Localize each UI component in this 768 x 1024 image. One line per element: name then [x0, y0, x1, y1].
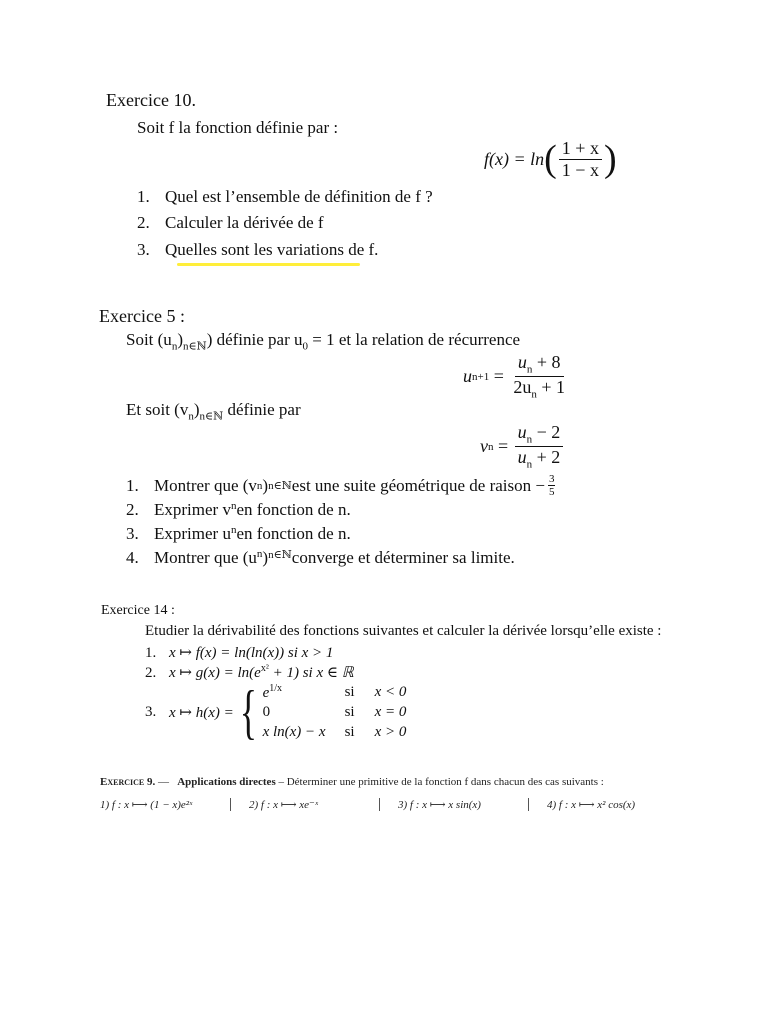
case-cond: si	[344, 683, 355, 700]
intro-part: ) définie par u	[206, 330, 303, 349]
item-text: x ↦ g(x) = ln(e	[169, 665, 261, 681]
ex14-intro: Etudier la dérivabilité des fonctions suivantes et calculer la dérivée lorsqu’elle existe :	[145, 623, 662, 639]
item-text: Exprimer v	[154, 500, 231, 519]
den-a: 2u	[513, 377, 532, 398]
left-brace: {	[239, 679, 257, 745]
case-cond: si	[344, 723, 355, 740]
item-number: 2.	[145, 665, 157, 681]
sub: n	[526, 363, 533, 376]
fraction-den	[515, 447, 564, 471]
ex9-items	[100, 798, 660, 811]
item-number: 1.	[126, 475, 139, 495]
item-number: 3.	[126, 524, 139, 543]
sub: n	[230, 524, 237, 536]
item-text: converge et déterminer sa limite.	[291, 548, 515, 567]
sub: n	[230, 500, 237, 512]
case-expr: 0	[262, 703, 271, 720]
ex10-fraction	[559, 138, 602, 180]
u: u	[517, 447, 527, 468]
item-text: Exprimer u	[154, 524, 231, 543]
case-expr: e	[262, 684, 270, 701]
intro-part: Et soit (v	[126, 400, 189, 419]
sup: 1/x	[269, 682, 283, 694]
item-number: 3.	[145, 703, 157, 720]
item-number: 1.	[137, 187, 150, 206]
ex10-item-2	[137, 213, 324, 233]
v-fraction	[515, 422, 564, 471]
sub: n∈ℕ	[182, 340, 207, 353]
left-paren: (	[544, 138, 557, 181]
ex10-fraction-den: 1 − x	[561, 159, 599, 180]
separator	[230, 798, 231, 811]
case-row	[263, 702, 407, 722]
item-text: Montrer que (v	[154, 475, 257, 495]
intro-part: définie par	[223, 400, 301, 419]
ex14-title: Exercice 14 :	[101, 603, 175, 618]
item-text: Quelles sont les variations de f.	[165, 240, 379, 259]
ex10-fraction-num: 1 + x	[559, 138, 602, 160]
ex10-formula-lhs: f(x) = ln	[484, 148, 545, 169]
item-text: Calculer la dérivée de f	[165, 213, 324, 232]
item-number: 2.	[126, 500, 139, 519]
dash: —	[157, 776, 169, 788]
ex9-item-4: 4) f : x ⟼ x² cos(x)	[547, 799, 636, 811]
ex5-v-definition: v n = $\frac{u_n - 2}{u_n + 2}$	[480, 422, 565, 471]
ex9-subtitle: Applications directes	[177, 776, 276, 788]
case-cond: si	[344, 703, 355, 720]
item-text: en fonction de n.	[236, 524, 351, 543]
rest: − 2	[532, 422, 561, 442]
ex10-formula	[484, 138, 617, 180]
ex9-item-2: 2) f : x ⟼ xe⁻ˣ	[249, 799, 318, 811]
fraction-num	[515, 422, 564, 447]
ex10-title: Exercice 10.	[106, 90, 196, 110]
case-row	[263, 682, 407, 702]
rest: + 1	[536, 377, 566, 398]
fraction-num: 3	[548, 473, 555, 485]
sub: n∈ℕ	[268, 480, 292, 493]
sub: n	[171, 340, 178, 353]
sub: n	[256, 548, 263, 560]
item-text: en fonction de n.	[236, 500, 351, 519]
intro-part: = 1 et la relation de récurrence	[308, 330, 521, 349]
u: u	[517, 352, 527, 372]
ex14-item-1	[145, 643, 333, 662]
ex10-item-3	[137, 240, 378, 260]
u: u	[517, 422, 527, 442]
ex5-title: Exercice 5 :	[99, 306, 185, 326]
item-number: 1.	[145, 645, 157, 661]
recurrence-fraction	[510, 352, 568, 401]
case-row	[263, 722, 407, 742]
case-rel: x < 0	[374, 683, 407, 700]
item-text: Quel est l’ensemble de définition de f ?	[165, 187, 433, 206]
item-text: x ↦ f(x) = ln(ln(x)) si x > 1	[169, 645, 334, 661]
item-number: 4.	[126, 548, 139, 567]
sup: x²	[260, 663, 269, 674]
lhs: u	[463, 366, 472, 387]
item-number: 2.	[137, 213, 150, 232]
case-rel: x > 0	[374, 723, 407, 740]
ex9-text: – Déterminer une primitive de la fonction f dans chacun des cas suivants :	[278, 776, 604, 788]
ex14-item-3	[145, 679, 407, 745]
piecewise-cases	[263, 682, 407, 742]
item-text: x ↦ h(x) =	[169, 704, 234, 721]
rest: + 8	[532, 352, 561, 372]
ex5-item-3	[126, 524, 351, 544]
ex9-title: Exercice 9.	[100, 776, 156, 788]
item-number: 3.	[137, 240, 150, 259]
sub: n	[188, 410, 194, 423]
fraction-num	[515, 352, 564, 377]
item-text: Montrer que (u	[154, 548, 257, 567]
ex9-header	[100, 776, 604, 788]
sub: n+1	[472, 370, 490, 383]
ex9-item-3: 3) f : x ⟼ x sin(x)	[398, 799, 481, 811]
lhs: v	[480, 436, 488, 457]
rest: + 2	[532, 447, 561, 468]
item-text: est une suite géométrique de raison −	[291, 475, 545, 495]
sub: 0	[302, 340, 309, 353]
sub: n∈ℕ	[199, 410, 224, 423]
ex10-item-1	[137, 187, 433, 207]
sub: n	[526, 458, 533, 471]
fraction-den	[510, 377, 568, 401]
ex5-item-4: 4. Montrer que (u n ) n∈ℕ converge et déterminer sa limite.	[126, 548, 515, 567]
intro-part: Soit (u	[126, 330, 172, 349]
separator	[379, 798, 380, 811]
ex5-intro2: Et soit $(v_n)_{n\in ℕ}$ définie par	[126, 400, 301, 423]
ex5-item-2	[126, 500, 351, 520]
ex9-item-1: 1) f : x ⟼ (1 − x)e²ˣ	[100, 799, 193, 811]
item-text: + 1) si x ∈ ℝ	[268, 665, 354, 681]
sub: n	[526, 433, 533, 446]
sub: n∈ℕ	[268, 549, 292, 561]
sub: n	[488, 440, 494, 453]
sub: n	[256, 479, 263, 492]
right-paren: )	[603, 138, 617, 181]
separator	[528, 798, 529, 811]
sub: n	[531, 388, 537, 401]
ex10-intro: Soit f la fonction définie par :	[137, 118, 339, 137]
case-expr: x ln(x) − x	[262, 723, 326, 740]
ex5-intro: Soit $(u_n)_{n\in ℕ}$) définie par $u_0 = 1$ et la relation de récurrence	[126, 330, 521, 353]
yellow-highlight-underline	[177, 263, 360, 266]
fraction-den: 5	[548, 486, 555, 499]
case-rel: x = 0	[374, 703, 407, 720]
ratio-fraction	[548, 473, 556, 498]
ex5-recurrence: u n+1 = $\frac{u_n + 8}{2u_n + 1}$	[463, 352, 570, 401]
ex5-item-1: 1. Montrer que (v n ) n∈ℕ est une suite géométrique de raison − $\frac{3}{5}$	[126, 473, 555, 499]
